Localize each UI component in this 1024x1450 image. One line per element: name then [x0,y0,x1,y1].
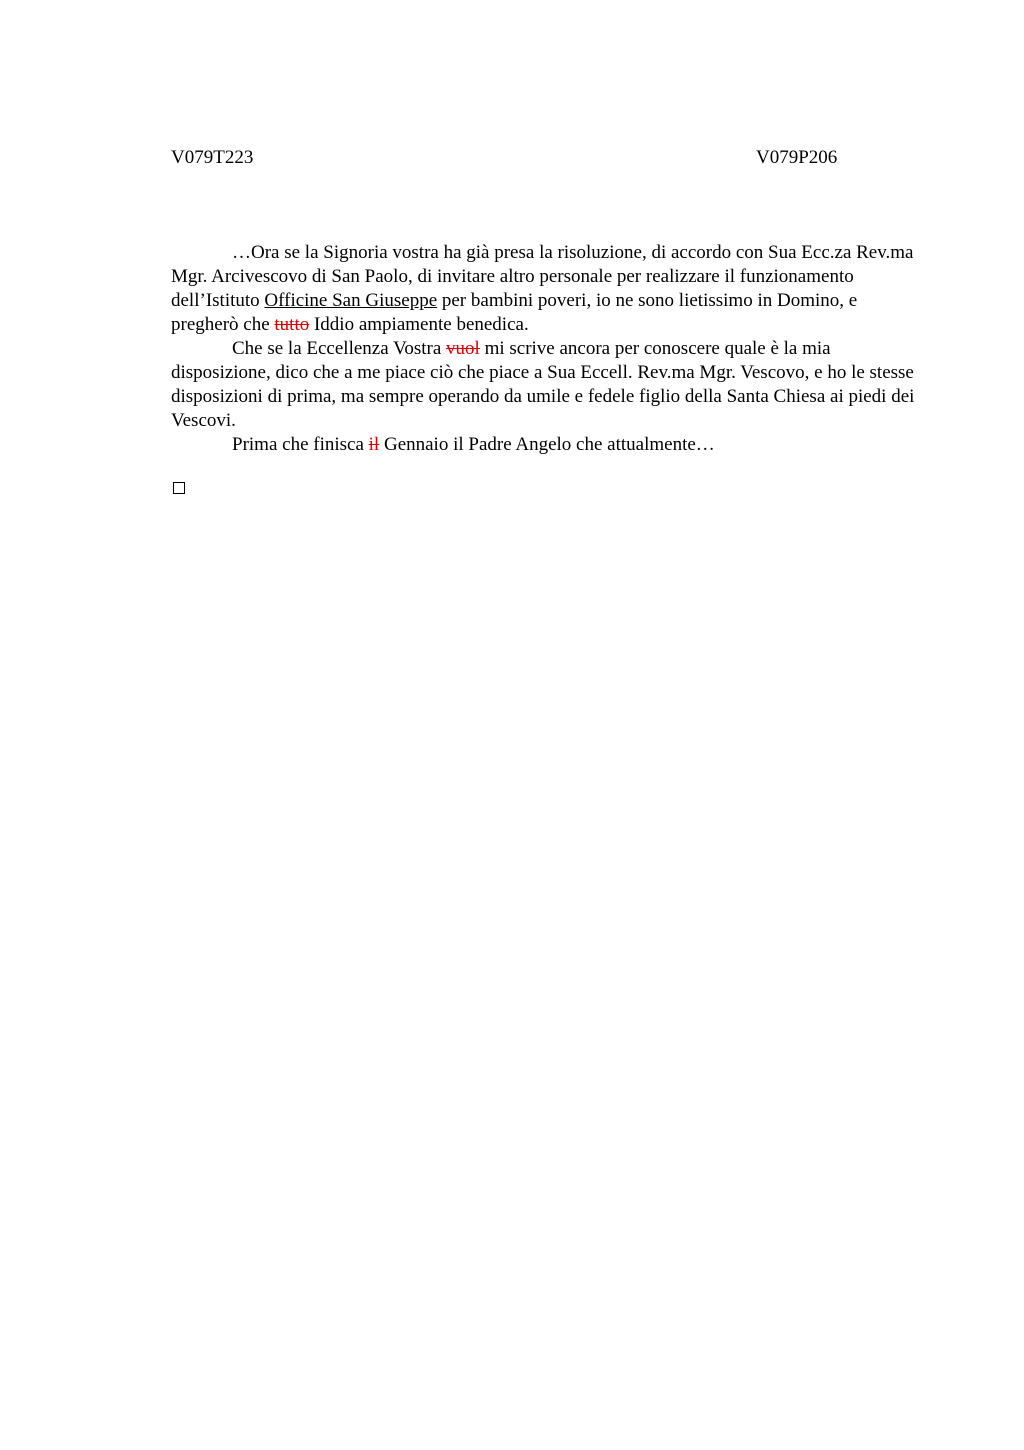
p3-text-a: Prima che finisca [232,434,369,455]
underlined-institute-name: Officine San Giuseppe [264,290,438,311]
document-code-left: V079T223 [171,147,254,168]
p1-text-b: per bambini poveri, io ne sono lietissimo in Domino, e pregherò che [171,290,858,335]
deleted-word: vuol [446,338,480,359]
paragraph-3 [171,433,919,457]
letter-body [171,241,919,457]
p1-text-c: Iddio ampiamente benedica. [309,314,529,335]
deleted-word: il [368,434,380,455]
p3-text-b: Gennaio il Padre Angelo che attualmente… [379,434,715,455]
paragraph-1 [171,241,919,337]
p2-text-b: mi scrive ancora per conoscere quale è la mia disposizione, dico che a me piace ciò che piace a Sua Eccell. Rev.ma Mgr. Vescovo, e ho le stesse disposizioni di prima, ma sempre operando da umile e fedele figlio della Santa Chiesa ai piedi dei Vescovi. [171,338,915,431]
checkbox-icon [173,482,185,494]
p2-text-a: Che se la Eccellenza Vostra [232,338,447,359]
deleted-word: tutto [274,314,310,335]
p1-text-a: …Ora se la Signoria vostra ha già presa la risoluzione, di accordo con Sua Ecc.za Rev.ma Mgr. Arcivescovo di San Paolo, di invitare altro personale per realizzare il funzionamento dell’Istituto [171,242,914,311]
paragraph-2 [171,337,919,433]
document-code-right: V079P206 [756,147,838,168]
